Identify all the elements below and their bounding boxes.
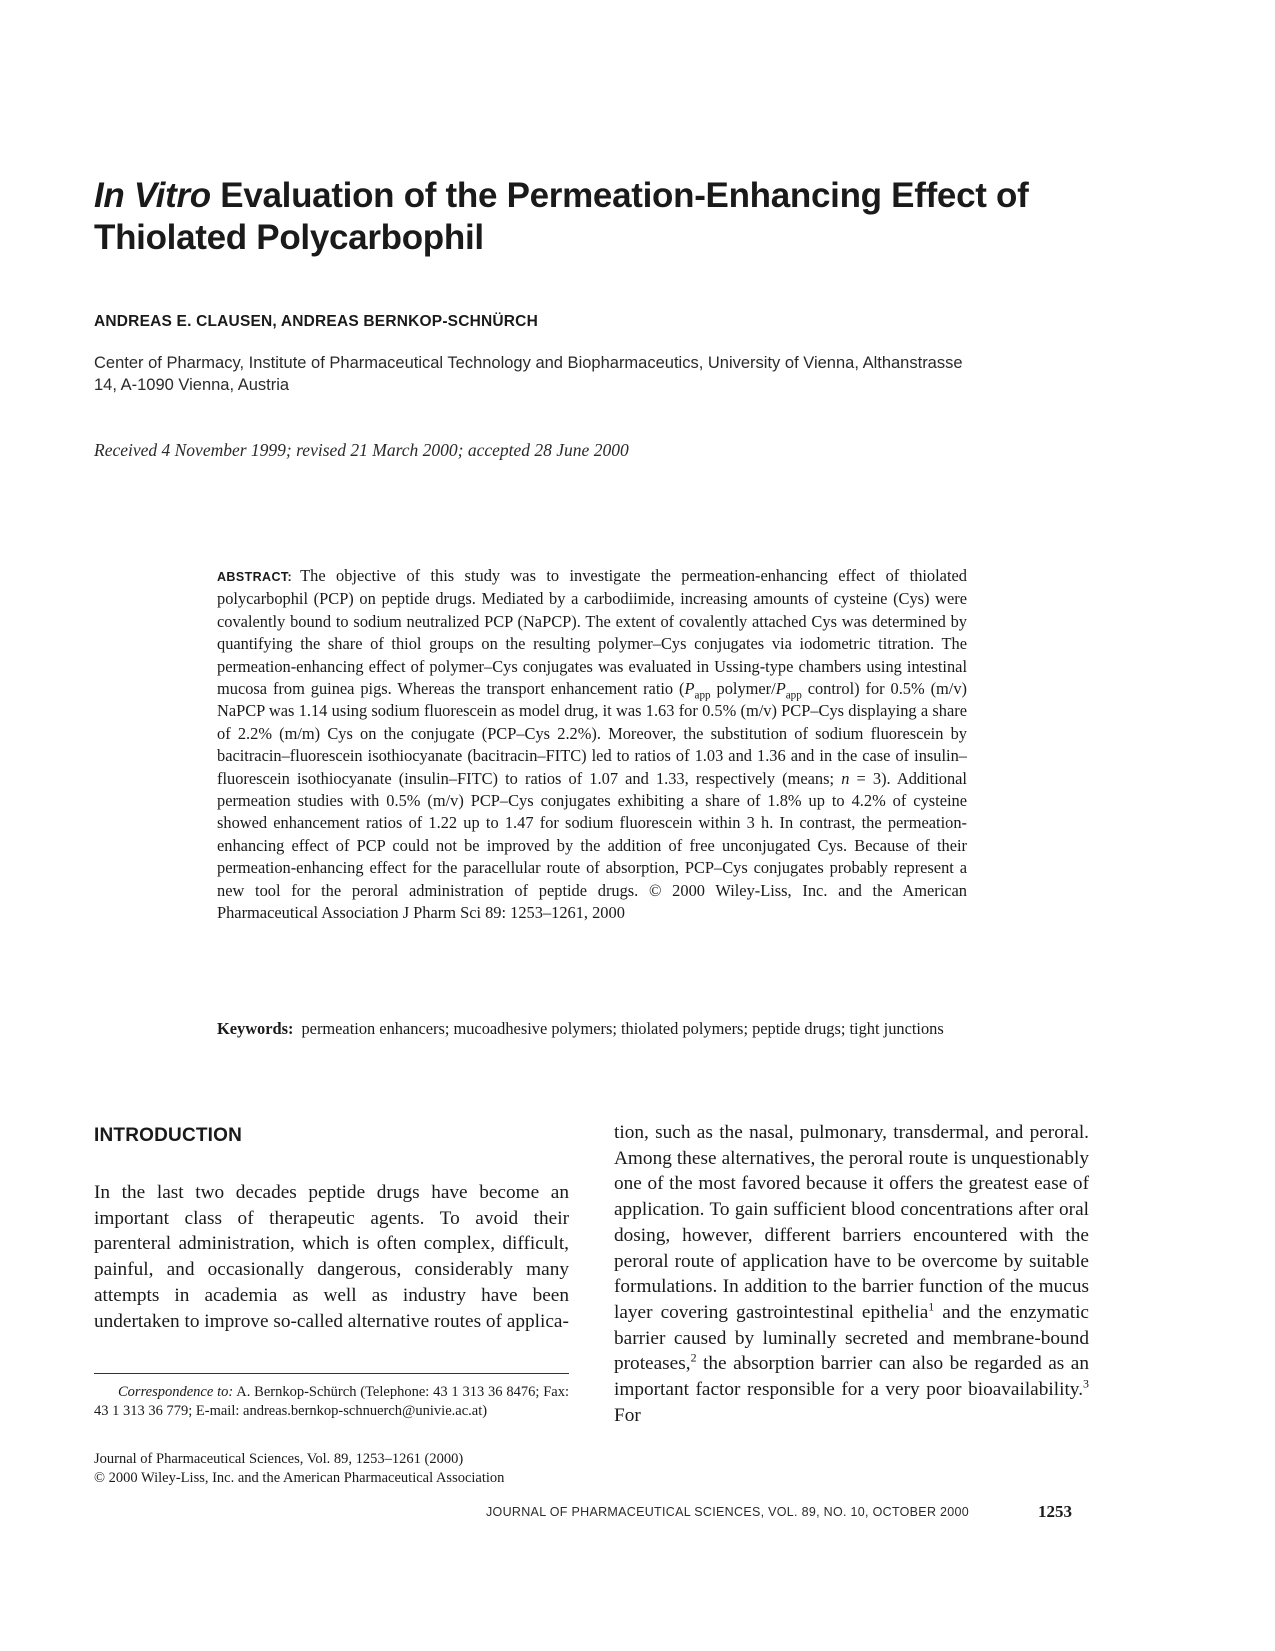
keywords-label: Keywords:	[217, 1019, 294, 1038]
keywords-text: permeation enhancers; mucoadhesive polymers; thiolated polymers; peptide drugs; tight junctions	[301, 1019, 944, 1038]
reference-3[interactable]: 3	[1083, 1376, 1089, 1391]
correspondence-label: Correspondence to:	[118, 1384, 234, 1400]
title-line-2: Thiolated Polycarbophil	[94, 218, 484, 257]
p-symbol: P	[684, 679, 695, 699]
keywords	[217, 1018, 967, 1040]
abstract-text-c: control) for 0.5% (m/v) NaPCP was 1.14 using sodium fluorescein as model drug, it was 1.63 for 0.5% (m/v) PCP–Cys displaying a share of 2.2% (m/m) Cys on the conjugate (PCP–Cys 2.2%). Moreover, the substitution of sodium fluorescein by bacitracin–fluorescein isothiocyanate (bacitracin–FITC) led to ratios of 1.03 and 1.36 and in the case of insulin–fluorescein isothiocyanate (insulin–FITC) to ratios of 1.07 and 1.33, respectively (means;	[217, 679, 967, 788]
n-symbol: n	[841, 768, 850, 788]
intro-right-column	[614, 1120, 1089, 1428]
running-footer-journal: JOURNAL OF PHARMACEUTICAL SCIENCES, VOL. 89, NO. 10, OCTOBER 2000	[486, 1505, 970, 1519]
page-number: 1253	[1038, 1502, 1072, 1521]
abstract-text-d: = 3). Additional permeation studies with 0.5% (m/v) PCP–Cys conjugates exhibiting a share of 1.8% up to 4.2% of cysteine showed enhancement ratios of 1.22 up to 1.47 for sodium fluorescein within 3 h. In contrast, the permeation-enhancing effect of PCP could not be improved by the addition of free unconjugated Cys. Because of their permeation-enhancing effect for the paracellular route of absorption, PCP–Cys conjugates probably represent a new tool for the peroral administration of peptide drugs. © 2000 Wiley-Liss, Inc. and the American Pharmaceutical Association J Pharm Sci 89: 1253–1261, 2000	[217, 768, 967, 923]
section-heading-introduction: INTRODUCTION	[94, 1125, 243, 1146]
journal-footnote-line-1: Journal of Pharmaceutical Sciences, Vol. 89, 1253–1261 (2000)	[94, 1451, 464, 1467]
author-list: ANDREAS E. CLAUSEN, ANDREAS BERNKOP-SCHNÜRCH	[94, 313, 538, 330]
affiliation-line-1: Center of Pharmacy, Institute of Pharmaceutical Technology and Biopharmaceutics, University of Vienna, Althanstrasse	[94, 354, 963, 372]
reference-2[interactable]: 2	[690, 1350, 697, 1365]
abstract-label: ABSTRACT:	[217, 570, 293, 584]
p-subscript: app	[694, 689, 711, 702]
received-dates: Received 4 November 1999; revised 21 March 2000; accepted 28 June 2000	[94, 440, 629, 460]
journal-footnote-line-2: © 2000 Wiley-Liss, Inc. and the American Pharmaceutical Association	[94, 1470, 505, 1486]
intro-left-column: In the last two decades peptide drugs have become an important class of therapeutic agents. To avoid their parenteral administration, which is often complex, difficult, painful, and occasionally dangerous, considerably many attempts in academia as well as industry have been undertaken to improve so-called alternative routes of applica-	[94, 1182, 569, 1332]
footnote-divider	[94, 1373, 569, 1374]
reference-1[interactable]: 1	[928, 1299, 935, 1314]
abstract-text-b: polymer/	[710, 679, 776, 699]
title-italic: In Vitro	[94, 176, 211, 215]
paper-title	[94, 175, 1094, 259]
p-subscript: app	[785, 689, 802, 702]
title-line-1	[94, 175, 1094, 217]
p-symbol: P	[775, 679, 786, 699]
abstract	[217, 565, 967, 925]
correspondence-footnote	[94, 1383, 569, 1421]
intro-right-text-d: For	[614, 1404, 641, 1426]
title-rest: Evaluation of the Permeation-Enhancing Effect of	[210, 176, 1029, 215]
affiliation-line-2: 14, A-1090 Vienna, Austria	[94, 376, 290, 394]
abstract-text-a: The objective of this study was to investigate the permeation-enhancing effect of thiolated polycarbophil (PCP) on peptide drugs. Mediated by a carbodiimide, increasing amounts of cysteine (Cys) were covalently bound to sodium neutralized PCP (NaPCP). The extent of covalently attached Cys was determined by quantifying the share of thiol groups on the resulting polymer–Cys conjugates via iodometric titration. The permeation-enhancing effect of polymer–Cys conjugates was evaluated in Ussing-type chambers using intestinal mucosa from guinea pigs. Whereas the transport enhancement ratio (	[217, 566, 967, 699]
correspondence-text: A. Bernkop-Schürch (Telephone: 43 1 313 36 8476; Fax: 43 1 313 36 779; E-mail: andreas.bernkop-schnuerch@univie.ac.at)	[94, 1384, 569, 1419]
journal-footnote	[94, 1450, 574, 1488]
intro-right-text-a: tion, such as the nasal, pulmonary, transdermal, and peroral. Among these alternatives, the peroral route is unquestionably one of the most favored because it offers the greatest ease of application. To gain sufficient blood concentrations after oral dosing, however, different barriers encountered with the peroral route of application have to be overcome by suitable formulations. In addition to the barrier function of the mucus layer covering gastrointestinal epithelia	[614, 1122, 1089, 1323]
intro-right-text-c: the absorption barrier can also be regarded as an important factor responsible for a very poor bioavailability.	[614, 1353, 1089, 1401]
affiliation	[94, 352, 1094, 396]
intro-right-text-b: and the enzymatic barrier caused by luminally secreted and membrane-bound proteases,	[614, 1301, 1089, 1375]
